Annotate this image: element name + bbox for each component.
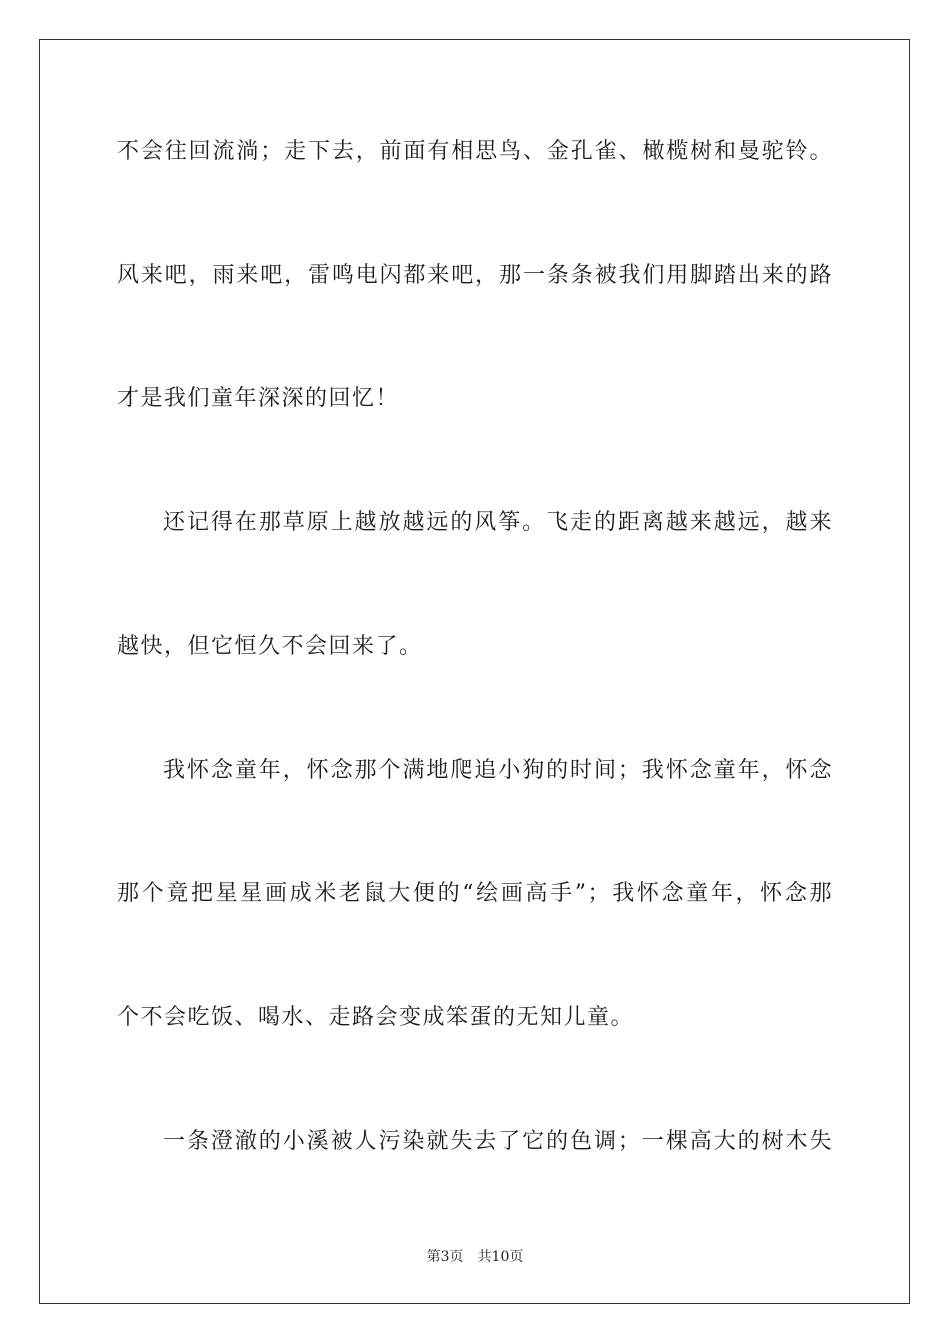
page-footer [0, 1247, 950, 1267]
page-number: 第3页 [426, 1249, 464, 1265]
text-line-3: 才是我们童年深深的回忆！ [117, 386, 400, 411]
text-line-1: 不会往回流淌；走下去，前面有相思鸟、金孔雀、橄榄树和曼驼铃。 [117, 139, 833, 164]
text-line-8: 个不会吃饭、喝水、走路会变成笨蛋的无知儿童。 [117, 1005, 635, 1030]
text-line-2: 风来吧，雨来吧，雷鸣电闪都来吧，那一条条被我们用脚踏出来的路 [117, 263, 833, 288]
page-border [39, 39, 910, 1304]
text-line-6: 我怀念童年，怀念那个满地爬追小狗的时间；我怀念童年，怀念 [163, 758, 833, 783]
text-line-4: 还记得在那草原上越放越远的风筝。飞走的距离越来越远，越来 [163, 510, 833, 535]
text-line-7: 那个竟把星星画成米老鼠大便的“绘画高手”；我怀念童年，怀念那 [117, 881, 833, 906]
text-line-9: 一条澄澈的小溪被人污染就失去了它的色调；一棵高大的树木失 [163, 1129, 833, 1154]
text-line-5: 越快，但它恒久不会回来了。 [117, 634, 423, 659]
page-total: 共10页 [477, 1249, 524, 1265]
